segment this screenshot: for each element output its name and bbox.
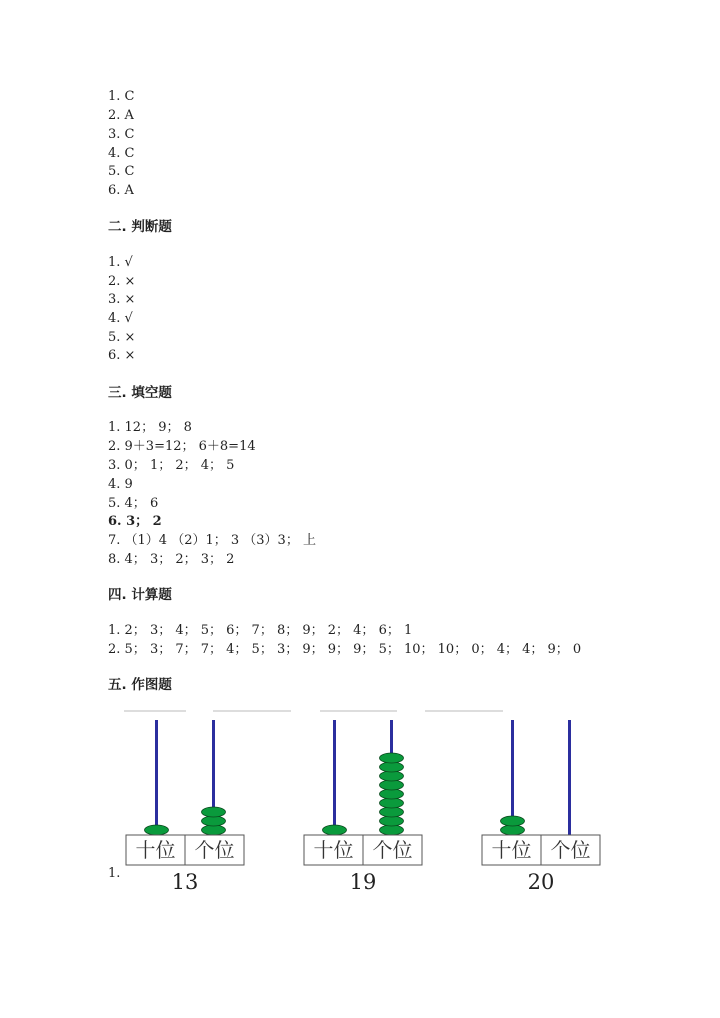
- choice-answer-1: 1. C: [108, 89, 135, 104]
- fill-answer-2: 2. 9＋3=12； 6＋8=14: [108, 439, 256, 454]
- calc-heading: 四. 计算题: [108, 587, 172, 603]
- judge-answer-6: 6. ×: [108, 348, 136, 363]
- fill-answer-4: 4. 9: [108, 477, 133, 492]
- judge-heading: 二. 判断题: [108, 219, 172, 235]
- ones-bead: [380, 825, 404, 835]
- tens-label: 十位: [491, 838, 532, 862]
- choice-answer-4: 4. C: [108, 146, 135, 161]
- fill-heading: 三. 填空题: [108, 385, 172, 401]
- tens-bead: [501, 825, 525, 835]
- ones-bead: [380, 816, 404, 826]
- ones-bead: [202, 825, 226, 835]
- judge-answer-3: 3. ×: [108, 292, 136, 307]
- ones-bead: [380, 753, 404, 763]
- choice-answer-6: 6. A: [108, 183, 134, 198]
- calc-answer-1: 1. 2； 3； 4； 5； 6； 7； 8； 9； 2； 4； 6； 1: [108, 623, 413, 638]
- choice-answer-5: 5. C: [108, 164, 135, 179]
- judge-answer-4: 4. √: [108, 311, 133, 326]
- ones-label: 个位: [550, 838, 591, 862]
- abacus-number: 19: [349, 870, 377, 894]
- tens-bead: [501, 816, 525, 826]
- judge-answer-1: 1. √: [108, 255, 133, 270]
- fill-answer-3: 3. 0； 1； 2； 4； 5: [108, 458, 235, 473]
- tens-bead: [145, 825, 169, 835]
- ones-bead: [380, 789, 404, 799]
- ones-label: 个位: [372, 838, 413, 862]
- tens-label: 十位: [135, 838, 176, 862]
- fill-answer-1: 1. 12； 9； 8: [108, 420, 192, 435]
- judge-answer-2: 2. ×: [108, 274, 136, 289]
- choice-answer-3: 3. C: [108, 127, 135, 142]
- draw-heading: 五. 作图题: [108, 677, 172, 693]
- ones-label: 个位: [194, 838, 235, 862]
- abacus-number: 20: [527, 870, 555, 894]
- ones-bead: [380, 762, 404, 772]
- ones-bead: [202, 807, 226, 817]
- ones-bead: [380, 798, 404, 808]
- fill-answer-6: 6. 3； 2: [108, 514, 162, 529]
- ones-bead: [202, 816, 226, 826]
- fill-answer-7: 7. （1）4 （2）1； 3 （3）3； 上: [108, 533, 316, 548]
- ones-bead: [380, 780, 404, 790]
- fill-answer-8: 8. 4； 3； 2； 3； 2: [108, 552, 235, 567]
- fill-answer-5: 5. 4； 6: [108, 496, 159, 511]
- tens-label: 十位: [313, 838, 354, 862]
- calc-answer-2: 2. 5； 3； 7； 7； 4； 5； 3； 9； 9； 9； 5； 10； 10； 0； 4； 4； 9； 0: [108, 642, 582, 657]
- tens-bead: [323, 825, 347, 835]
- abacus-number: 13: [171, 870, 199, 894]
- draw-item-number: 1.: [108, 866, 121, 881]
- choice-answer-2: 2. A: [108, 108, 134, 123]
- judge-answer-5: 5. ×: [108, 330, 136, 345]
- ones-bead: [380, 807, 404, 817]
- ones-bead: [380, 771, 404, 781]
